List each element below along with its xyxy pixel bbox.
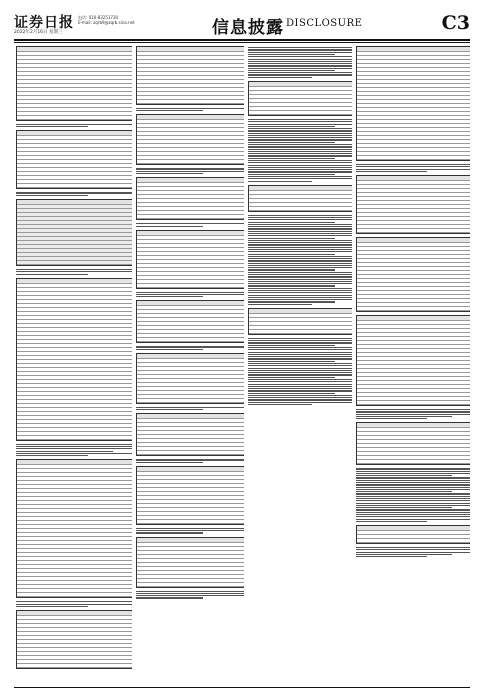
- data-table: [16, 278, 132, 441]
- column-1: [16, 46, 132, 686]
- text-block: [248, 119, 352, 182]
- text-block: [16, 269, 132, 275]
- table-row: [357, 229, 470, 233]
- data-table: [356, 422, 470, 465]
- table-row: [137, 399, 244, 403]
- table-row: [137, 338, 244, 342]
- table-row: [357, 460, 470, 464]
- text-block: [136, 459, 244, 462]
- table-row: [137, 451, 244, 455]
- data-table: [356, 175, 470, 234]
- text-block: [136, 292, 244, 298]
- section-title-cn: 信息披露: [212, 18, 284, 38]
- text-block: [16, 124, 132, 127]
- issue-date: 2022年2月16日 星期三: [14, 30, 63, 35]
- text-block: [356, 164, 470, 172]
- text-block: [356, 409, 470, 419]
- data-table: [136, 413, 244, 456]
- data-table: [248, 81, 352, 116]
- text-block: [356, 468, 470, 522]
- table-row: [17, 116, 132, 120]
- text-block: [136, 108, 244, 111]
- text-block: [136, 528, 244, 534]
- table-row: [357, 401, 470, 405]
- data-table: [16, 130, 132, 189]
- data-table: [16, 46, 132, 121]
- text-block: [248, 215, 352, 305]
- table-row: [357, 156, 470, 160]
- text-block: [356, 547, 470, 557]
- page-number: C3: [441, 12, 470, 34]
- data-table: [248, 185, 352, 212]
- contact-email: E-mail: zqrb9@zqrb.sina.net: [78, 20, 135, 25]
- newspaper-logo: 证券日报: [14, 15, 74, 31]
- contact-phone: 电话: 010-83251730: [78, 15, 119, 20]
- data-table: [136, 177, 244, 220]
- masthead: [14, 12, 470, 38]
- table-row: [137, 215, 244, 219]
- data-table: [136, 537, 244, 588]
- data-table: [248, 308, 352, 335]
- table-row: [17, 261, 132, 265]
- data-table: [16, 199, 132, 266]
- column-4: [356, 46, 470, 686]
- data-table: [356, 46, 470, 161]
- data-table: [16, 459, 132, 598]
- table-row: [357, 539, 470, 543]
- data-table: [136, 114, 244, 165]
- section-title-en: DISCLOSURE: [286, 18, 363, 29]
- text-block: [136, 168, 244, 174]
- column-3: [248, 46, 352, 686]
- table-row: [17, 664, 132, 668]
- data-table: [136, 466, 244, 525]
- column-2: [136, 46, 244, 686]
- header-rule-thin: [14, 42, 470, 43]
- table-row: [137, 583, 244, 587]
- contact-info: [78, 15, 135, 25]
- text-block: [16, 601, 132, 607]
- data-table: [16, 610, 132, 669]
- table-row: [137, 160, 244, 164]
- data-table: [356, 315, 470, 406]
- text-block: [136, 591, 244, 599]
- data-table: [136, 300, 244, 343]
- data-table: [136, 230, 244, 289]
- data-table: [136, 353, 244, 404]
- table-row: [137, 520, 244, 524]
- text-block: [136, 346, 244, 349]
- text-block: [16, 192, 132, 195]
- text-block: [248, 47, 352, 78]
- table-row: [17, 184, 132, 188]
- data-table: [356, 525, 470, 544]
- table-row: [249, 111, 352, 115]
- table-row: [137, 100, 244, 104]
- table-row: [249, 330, 352, 334]
- footer-rule: [14, 687, 470, 688]
- text-block: [136, 223, 244, 226]
- header-rule: [14, 39, 470, 41]
- data-table: [356, 237, 470, 312]
- text-block: [136, 407, 244, 410]
- table-row: [17, 436, 132, 440]
- data-table: [136, 46, 244, 105]
- table-row: [17, 593, 132, 597]
- table-row: [137, 284, 244, 288]
- table-row: [357, 307, 470, 311]
- table-row: [249, 207, 352, 211]
- text-block: [16, 444, 132, 457]
- text-block: [248, 338, 352, 405]
